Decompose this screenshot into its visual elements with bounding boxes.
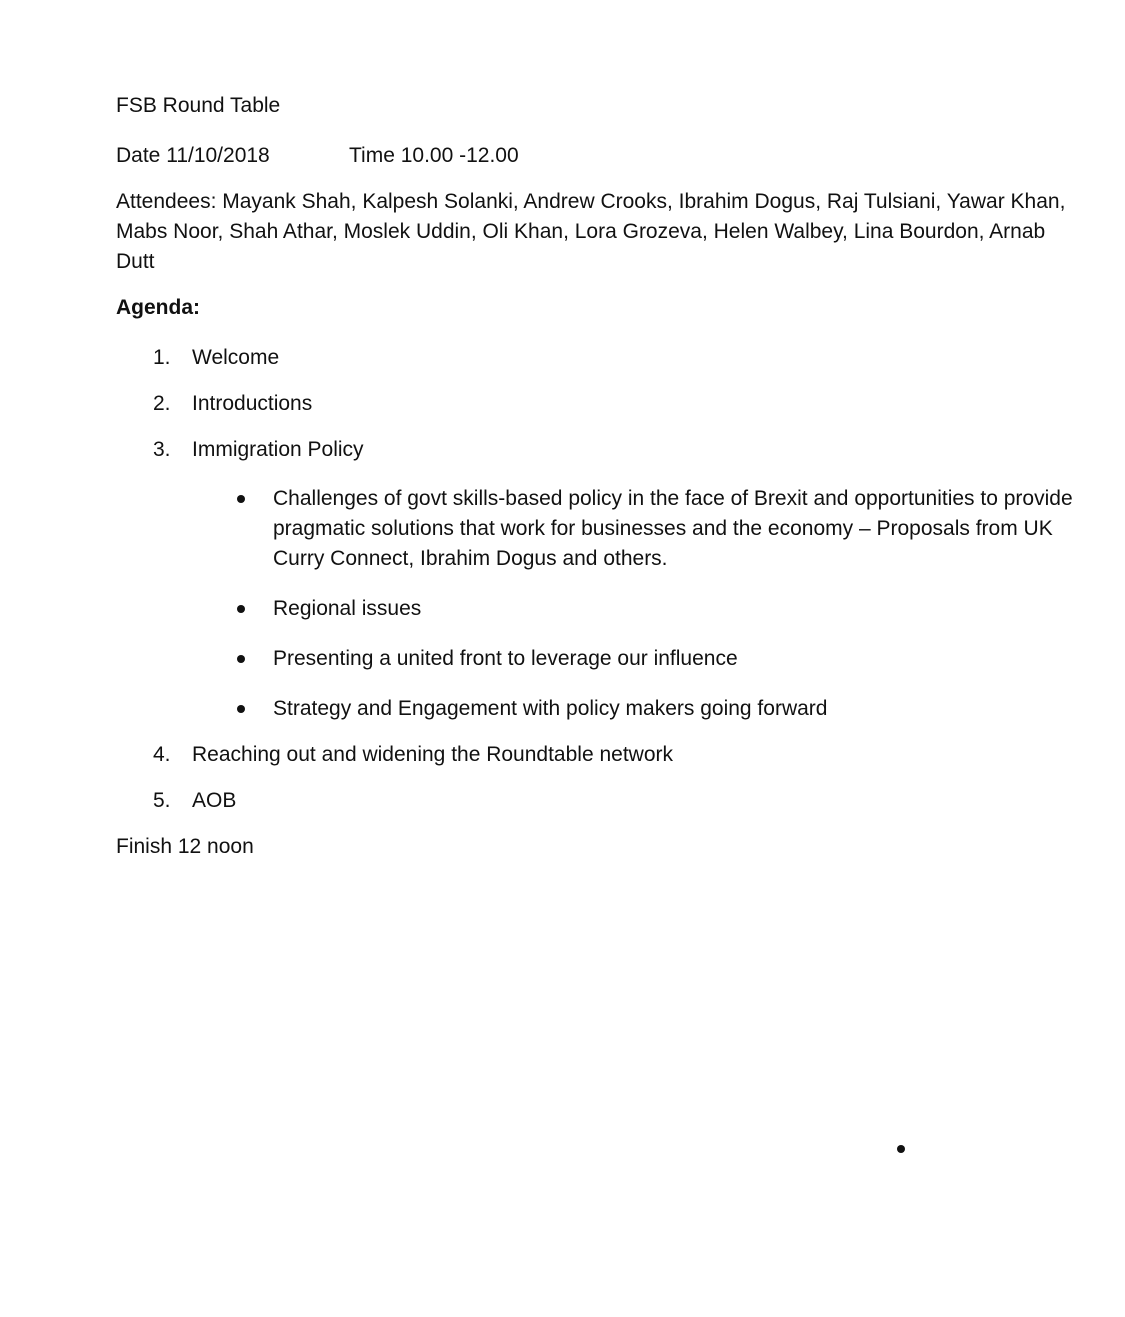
agenda-item-number: 4. [153,743,171,766]
finish-time: Finish 12 noon [116,835,254,858]
sub-bullet-text: Challenges of govt skills-based policy in the face of Brexit and opportunities to provide pragmatic solutions that work for businesses and the economy – Proposals from UK Curry Connect, Ibrahim Dogus and others. [273,487,1073,570]
sub-bullet-text: Strategy and Engagement with policy makers going forward [273,697,828,720]
stray-bullet-icon [897,1145,905,1153]
bullet-icon [237,705,245,713]
agenda-item-text: Immigration Policy [192,438,364,461]
bullet-icon [237,655,245,663]
agenda-item-text: AOB [192,789,237,812]
bullet-icon [237,495,245,503]
meeting-time: Time 10.00 -12.00 [349,144,519,167]
agenda-item-number: 5. [153,789,171,812]
agenda-item-text: Introductions [192,392,313,415]
agenda-item-number: 1. [153,346,171,369]
document-title: FSB Round Table [116,94,281,117]
meeting-date: Date 11/10/2018 [116,144,270,167]
sub-bullet-text: Presenting a united front to leverage our influence [273,647,738,670]
attendees-list: Attendees: Mayank Shah, Kalpesh Solanki, Andrew Crooks, Ibrahim Dogus, Raj Tulsiani, Yawar Khan, Mabs Noor, Shah Athar, Moslek Uddin, Oli Khan, Lora Grozeva, Helen Walbey, Lina Bourdon, Arnab Dutt [116,190,1066,273]
agenda-item-text: Welcome [192,346,280,369]
agenda-heading: Agenda: [116,296,200,319]
bullet-icon [237,605,245,613]
agenda-item-number: 2. [153,392,171,415]
agenda-item-number: 3. [153,438,171,461]
agenda-item-text: Reaching out and widening the Roundtable network [192,743,674,766]
sub-bullet-text: Regional issues [273,597,422,620]
